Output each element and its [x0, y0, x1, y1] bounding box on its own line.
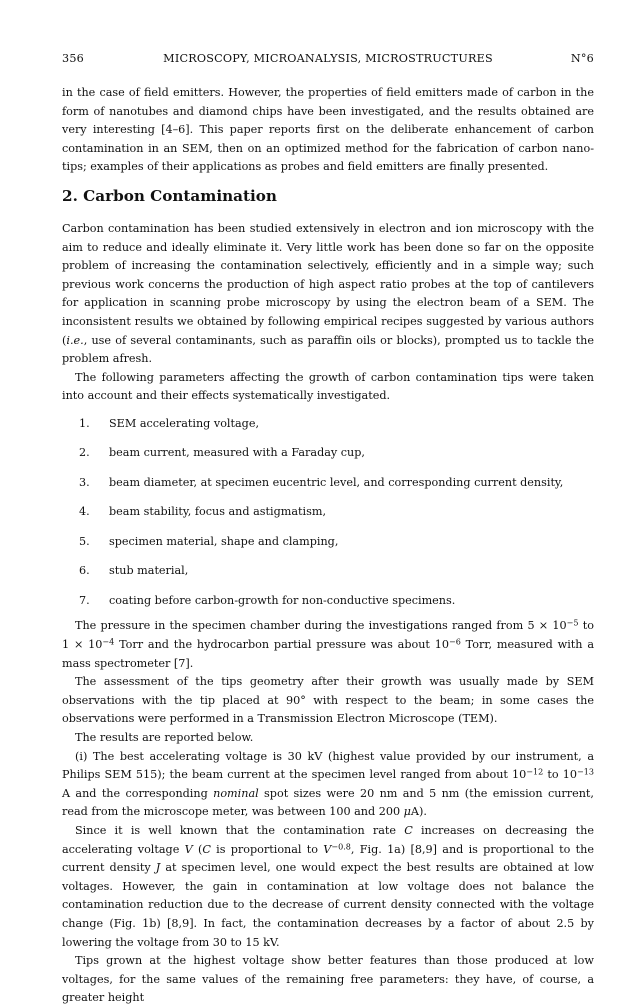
exponent: −13 [577, 767, 594, 777]
paragraph-2: The following parameters affecting the growth of carbon contamination tips were taken into account and their effects systematically investigated. [62, 370, 594, 403]
paragraph-3: The pressure in the specimen chamber during the investigations ranged from $5 \times 10^{-5}$ to $1 \times 10^{-4}$ Torr and the hydrocarbon partial pressure was about $10^{-6}$ Torr, measured with a mass spectrometer [7]. [62, 619, 595, 670]
list-number: 2. [79, 446, 90, 460]
list-text: stub material, [109, 564, 189, 578]
section-title: 2. Carbon Contamination [62, 187, 277, 205]
list-item [79, 592, 594, 611]
list-number: 6. [79, 564, 90, 578]
intro-paragraph-block [62, 84, 594, 177]
list-text: specimen material, shape and clamping, [109, 534, 339, 548]
list-item [79, 415, 594, 434]
list-item [79, 474, 594, 493]
list-text: beam stability, focus and astigmatism, [109, 505, 327, 519]
paragraph-4: The assessment of the tips geometry after their growth was usually made by SEM observations with the tip placed at 90° with respect to the beam; in some cases the observations were performed in a Transmission Electron Microscope (TEM). [62, 675, 594, 726]
list-text: beam diameter, at specimen eucentric level, and corresponding current density, [109, 475, 564, 489]
page-number: 356 [62, 52, 84, 65]
parameter-list [62, 415, 594, 611]
paragraph-1: Carbon contamination has been studied extensively in electron and ion microscopy with the aim to reduce and ideally eliminate it. Very little work has been done so far on the opposite problem of increasing the contamination selectively, efficiently and in a simple way; such previous work concerns the production of high aspect ratio probes at the top of cantilevers for application in scanning probe microscopy by using the electron beam of a SEM. The inconsistent results we obtained by following empirical recipes suggested by various authors (i.e., use of several contaminants, such as paraffin oils or blocks), prompted us to tackle the problem afresh. [62, 222, 594, 366]
list-item [79, 533, 594, 552]
list-item [79, 562, 594, 581]
list-number: 4. [79, 505, 90, 519]
exponent: −0.8 [331, 842, 351, 852]
list-text: SEM accelerating voltage, [109, 416, 260, 430]
list-text: coating before carbon-growth for non-conductive specimens. [109, 593, 456, 607]
list-number: 3. [79, 475, 90, 489]
list-number: 1. [79, 416, 90, 430]
exponent: −5 [566, 619, 579, 629]
running-header [62, 51, 594, 67]
exponent: −6 [448, 637, 461, 647]
paragraph-8: Tips grown at the highest voltage show better features than those produced at low voltages, for the same values of the remaining free parameters: they have, of course, a greater height [62, 954, 594, 1005]
list-number: 7. [79, 593, 90, 607]
list-text: beam current, measured with a Faraday cup, [109, 446, 365, 460]
journal-title: MICROSCOPY, MICROANALYSIS, MICROSTRUCTURES [163, 52, 493, 65]
exponent: −12 [526, 767, 544, 777]
paragraph-6: (i) The best accelerating voltage is 30 kV (highest value provided by our instrument, a Philips SEM 515); the beam current at the specimen level ranged from about $10^{-12}$ to $10^{-13}$ A and the corresponding nominal spot sizes were 20 nm and 5 nm (the emission current, read from the microscope meter, was between 100 and 200 μA). [62, 749, 594, 819]
paragraph-5: The results are reported below. [75, 731, 254, 744]
list-number: 5. [79, 534, 90, 548]
section-body [62, 220, 594, 1008]
list-item [79, 503, 594, 522]
list-item [79, 444, 594, 463]
exponent: −4 [102, 637, 115, 647]
intro-paragraph: in the case of field emitters. However, the properties of field emitters made of carbon in the form of nanotubes and diamond chips have been investigated, and the results obtained are very interesting [4–6]. This paper reports first on the deliberate enhancement of carbon contamination in an SEM, then on an optimized method for the fabrication of carbon nano-tips; examples of their applications as probes and field emitters are finally presented. [62, 86, 594, 174]
issue-number: N°6 [570, 52, 594, 65]
paragraph-7: Since it is well known that the contamination rate C increases on decreasing the accelerating voltage V (C is proportional to $V^{-0.8}$, Fig. 1a) [8,9] and is proportional to the current density J at specimen level, one would expect the best results are obtained at low voltages. However, the gain in contamination at low voltage does not balance the contamination reduction due to the decrease of current density connected with the voltage change (Fig. 1b) [8,9]. In fact, the contamination decreases by a factor of about 2.5 by lowering the voltage from 30 to 15 kV. [62, 823, 595, 949]
